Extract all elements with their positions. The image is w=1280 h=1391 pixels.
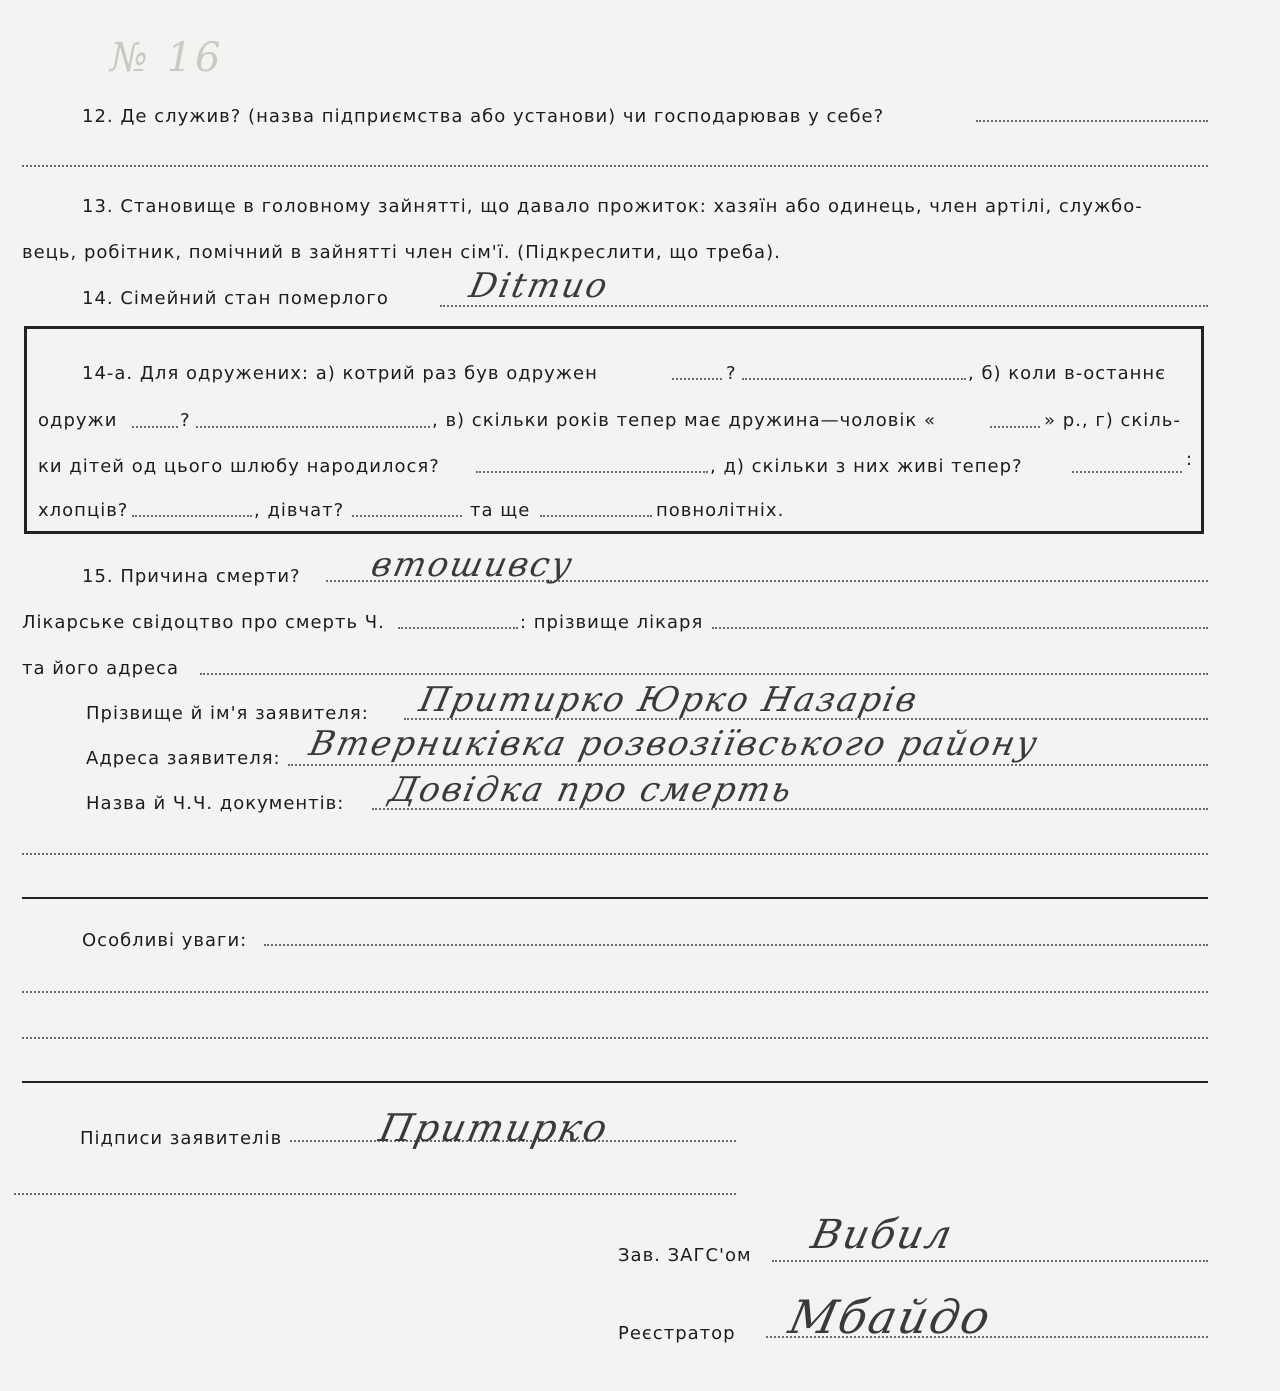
applicant-signature-handwritten: Притирко (375, 1106, 614, 1150)
documents-handwritten: Довідка про смерть (385, 770, 797, 810)
documents-field-2[interactable] (22, 853, 1208, 855)
q14a-text-6: » р., г) скіль- (1044, 410, 1181, 431)
doctor-address-field[interactable] (200, 673, 1208, 675)
zags-head-signature: Вибил (807, 1212, 958, 1258)
q12-answer-line-2[interactable] (22, 165, 1208, 167)
remarks-field-3[interactable] (22, 1037, 1208, 1039)
remarks-field[interactable] (264, 944, 1208, 946)
q15-label: 15. Причина смерти? (82, 566, 301, 587)
q14a-text-13: повнолітніх. (656, 500, 785, 521)
applicant-address-field[interactable] (288, 764, 1208, 766)
section-divider-1 (22, 897, 1208, 899)
q14a-q1: ? (726, 363, 737, 384)
q14a-text-11: , дівчат? (254, 500, 345, 521)
q14-handwritten-value: Ditmuo (465, 266, 613, 306)
q13-line1: 13. Становище в головному зайнятті, що давало прожиток: хазяїн або одинець, член артілі, службо- (82, 196, 1143, 217)
q14a-last-married-field[interactable] (132, 426, 178, 428)
documents-label: Назва й Ч.Ч. документів: (86, 793, 345, 814)
q14a-adults-field[interactable] (540, 515, 652, 517)
q14a-text-1: 14-а. Для одружених: а) котрий раз був одружен (82, 363, 598, 384)
q12-label: 12. Де служив? (назва підприємства або установи) чи господарював у себе? (82, 106, 885, 127)
applicant-signature-label: Підписи заявителів (80, 1128, 283, 1149)
doctor-surname-label: : прізвище лікаря (520, 612, 704, 633)
doctor-surname-field[interactable] (712, 627, 1208, 629)
applicant-name-label: Прізвище й ім'я заявителя: (86, 703, 369, 724)
q14a-boys-field[interactable] (132, 515, 252, 517)
q14a-text-8: , д) скільки з них живі тепер? (710, 456, 1023, 477)
remarks-label: Особливі уваги: (82, 930, 248, 951)
q14a-q2: ? (180, 410, 191, 431)
section-divider-2 (22, 1081, 1208, 1083)
q14a-text-3: одружи (38, 410, 118, 431)
q14a-text-10: хлопців? (38, 500, 129, 521)
zags-head-signature-field[interactable] (772, 1260, 1208, 1262)
applicant-address-label: Адреса заявителя: (86, 748, 281, 769)
q14a-text-7: ки дітей од цього шлюбу народилося? (38, 456, 440, 477)
q14a-children-born-field[interactable] (476, 471, 708, 473)
registrar-signature: Мбайдо (784, 1290, 997, 1344)
q14a-girls-field[interactable] (352, 515, 462, 517)
q14a-text-9: : (1186, 449, 1194, 470)
q14a-which-marriage-field-2[interactable] (742, 378, 966, 380)
q14a-spouse-age-field[interactable] (990, 426, 1040, 428)
doctor-address-label: та його адреса (22, 658, 180, 679)
q14a-last-married-field-2[interactable] (196, 426, 430, 428)
q14a-text-5: , в) скільки років тепер має дружина—чоловік « (432, 410, 936, 431)
q14a-text-2: , б) коли в-останнє (968, 363, 1167, 384)
registrar-label: Реєстратор (618, 1323, 736, 1344)
applicant-name-handwritten: Притирко Юрко Назарів (415, 680, 923, 720)
q14a-text-12: та ще (470, 500, 531, 521)
zags-head-label: Зав. ЗАГС'ом (618, 1245, 752, 1266)
medical-certificate-label: Лікарське свідоцтво про смерть Ч. (22, 612, 385, 633)
q13-line2: вець, робітник, помічний в зайнятті член сім'ї. (Підкреслити, що треба). (22, 242, 781, 263)
medical-certificate-number-field[interactable] (398, 627, 518, 629)
q12-answer-line[interactable] (976, 120, 1208, 122)
q15-handwritten-value: втошивсу (367, 545, 578, 585)
applicant-address-handwritten: Втерниківка розвозіївського району (305, 724, 1043, 764)
q14a-children-alive-field[interactable] (1072, 471, 1182, 473)
remarks-field-2[interactable] (22, 991, 1208, 993)
faint-corner-mark: № 16 (110, 35, 224, 81)
q14-label: 14. Сімейний стан померлого (82, 288, 389, 309)
applicant-signature-field-2[interactable] (14, 1193, 736, 1195)
q14a-which-marriage-field[interactable] (672, 378, 722, 380)
